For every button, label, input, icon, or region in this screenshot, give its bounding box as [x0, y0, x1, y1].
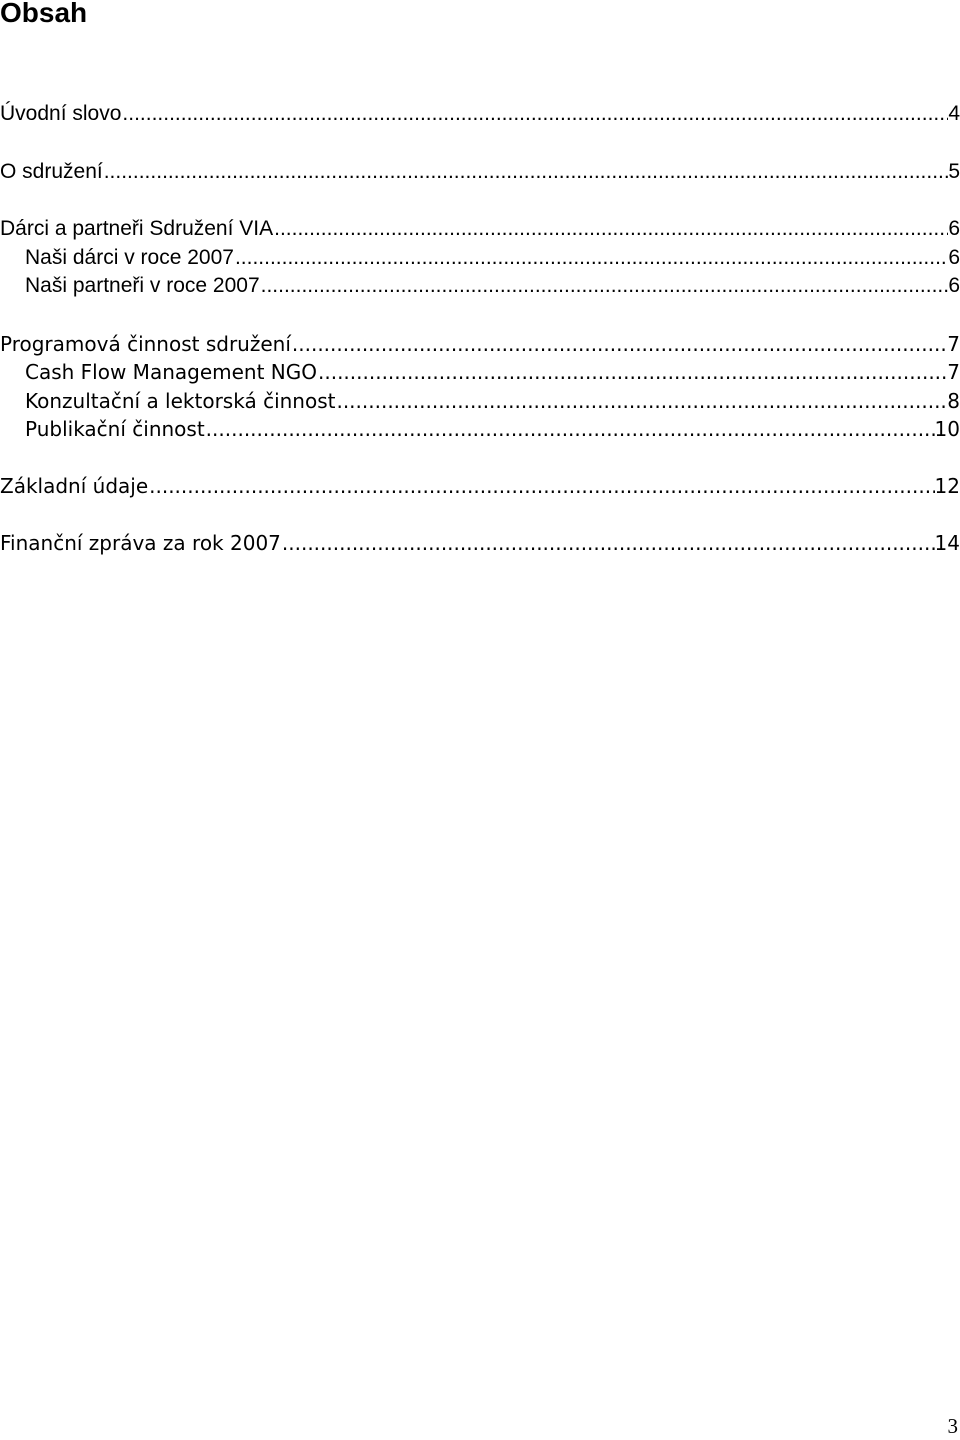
toc-entry-text: Naši dárci v roce 2007 [25, 246, 234, 269]
toc-entry-text: Cash Flow Management NGO [25, 360, 317, 384]
toc-heading: Obsah [0, 0, 88, 28]
toc-entry-zakladni-udaje[interactable] [0, 473, 960, 499]
toc-entry-text: Dárci a partneři Sdružení VIA [0, 217, 274, 240]
page-number: 3 [947, 1414, 958, 1438]
toc-entry-nasi-darci[interactable] [0, 245, 960, 271]
toc-entry-publikacni[interactable] [0, 416, 960, 442]
toc-dot-leader [121, 101, 948, 127]
toc-entry-text: Finanční zpráva za rok 2007 [0, 531, 281, 555]
toc-dot-leader [273, 216, 948, 242]
toc-dot-leader [260, 273, 949, 299]
toc-entry-text: Programová činnost sdružení [0, 332, 291, 356]
toc-entry-text: Úvodní slovo [0, 102, 122, 125]
toc-entry-page: 5 [948, 160, 960, 183]
toc-dot-leader [205, 416, 935, 442]
toc-entry-page: 7 [947, 332, 960, 356]
toc-entry-page: 4 [948, 102, 960, 125]
toc-entry-text: Základní údaje [0, 474, 149, 498]
toc-entry-financni-zprava[interactable] [0, 530, 960, 556]
toc-entry-page: 6 [948, 217, 960, 240]
toc-entry-darci-a-partneri[interactable] [0, 216, 960, 242]
toc-entry-o-sdruzeni[interactable] [0, 159, 960, 185]
toc-entry-text: Konzultační a lektorská činnost [25, 389, 336, 413]
toc-dot-leader [317, 359, 947, 385]
toc-entry-text: O sdružení [0, 160, 103, 183]
toc-entry-programova-cinnost[interactable] [0, 331, 960, 357]
toc-dot-leader [281, 530, 935, 556]
toc-entry-page: 12 [934, 474, 960, 498]
toc-dot-leader [103, 159, 949, 185]
toc-entry-uvodni-slovo[interactable] [0, 101, 960, 127]
toc-entry-page: 6 [948, 274, 960, 297]
toc-dot-leader [335, 388, 947, 414]
toc-entry-page: 10 [934, 417, 960, 441]
toc-dot-leader [291, 331, 947, 357]
toc-entry-text: Publikační činnost [25, 417, 205, 441]
toc-dot-leader [148, 473, 934, 499]
toc-entry-page: 6 [948, 246, 960, 269]
toc-entry-cash-flow[interactable] [0, 359, 960, 385]
toc-entry-nasi-partneri[interactable] [0, 273, 960, 299]
toc-entry-text: Naši partneři v roce 2007 [25, 274, 260, 297]
toc-entry-page: 14 [934, 531, 960, 555]
toc-entry-konzultacni[interactable] [0, 388, 960, 414]
toc-entry-page: 8 [947, 389, 960, 413]
toc-dot-leader [234, 245, 948, 271]
toc-entry-page: 7 [947, 360, 960, 384]
